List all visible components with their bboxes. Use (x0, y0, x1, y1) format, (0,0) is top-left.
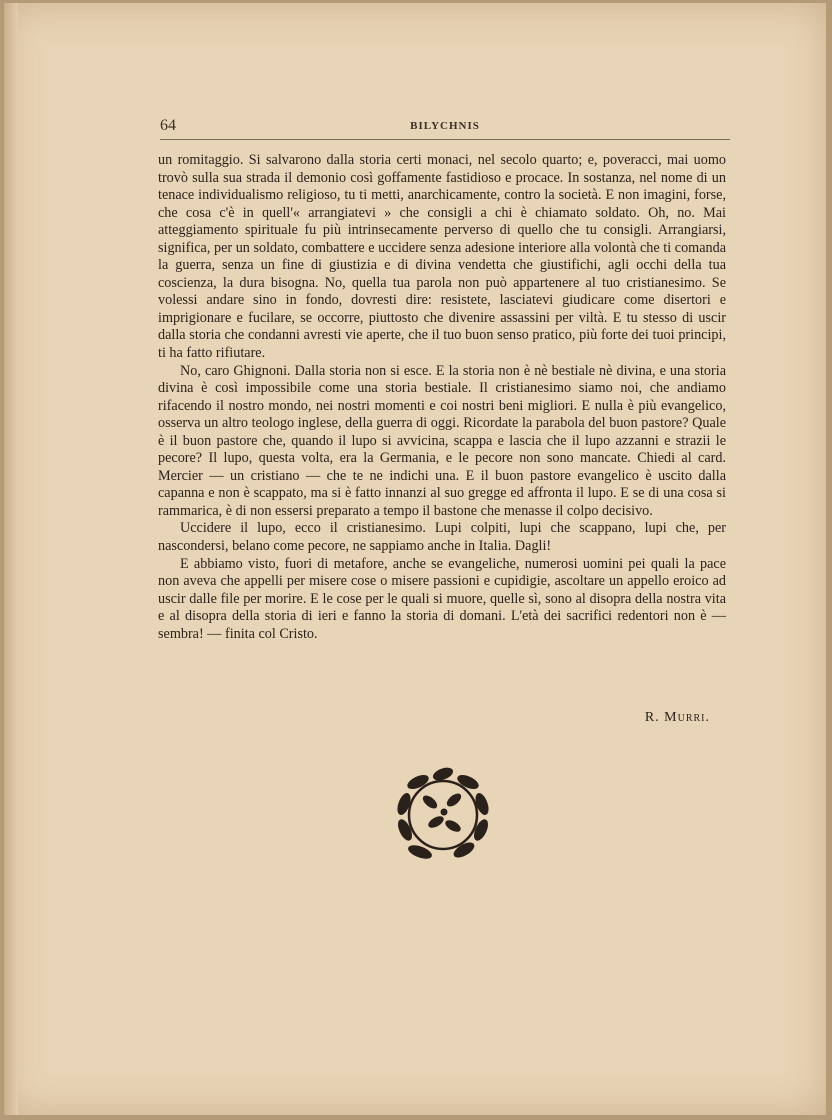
page-number: 64 (160, 117, 176, 134)
laurel-wreath-icon (378, 760, 508, 870)
article-body (158, 152, 726, 643)
author-signature: R. Murri. (644, 710, 710, 725)
paragraph-4: E abbiamo visto, fuori di metafore, anche se evangeliche, numerosi uomini pei quali la pace non aveva che appelli per misere cose o misere passioni e cupidigie, ascoltare un appello eroico ad uscir dalle file per morire. E le cose per le quali si muore, quelle sì, sono al disopra della nostra vita e al disopra della storia di ieri e fanno la storia di domani. L'età dei sacrifici redentori non è — sembra! — finita col Cristo. (158, 555, 726, 642)
paragraph-2: No, caro Ghignoni. Dalla storia non si esce. E la storia non è nè bestiale nè divina, e una storia divina è così impossibile come una storia bestiale. Il cristianesimo siamo noi, che andiamo rifacendo il nostro mondo, nei nostri momenti e coi nostri beni migliori. E nulla è più evangelico, osserva un altro teologo inglese, della guerra di oggi. Ricordate la parabola del buon pastore? Quale è il buon pastore che, quando il lupo si avvicina, scappa e lascia che il lupo azzanni e strazii le pecore? Il lupo, questa volta, era la Germania, e le pecore non sono mancate. Chiedi al card. Mercier — un cristiano — che te ne indichi una. E il buon pastore evangelico è uscito dalla capanna e non è scappato, ma si è fatto innanzi al suo gregge ed affronta il lupo. E se di una cosa si rammarica, è di non essersi preparato a tempo il bastone che menasse il colpo decisivo. (158, 362, 726, 519)
paragraph-1: un romitaggio. Si salvarono dalla storia certi monaci, nel secolo quarto; e, poveracci, mai uomo trovò sulla sua strada il demonio così goffamente fastidioso e procace. In sostanza, nel nome di un tenace individualismo religioso, tu ti metti, anarchicamente, contro la società. E non imagini, forse, che cosa c'è in quell'« arrangiatevi » che consigli a chi è chiamato soldato. Oh, no. Mai atteggiamento spirituale fu più intrinsecamente perverso di quello che tu consigli. Arrangiarsi, significa, per un soldato, combattere e uccidere senza adesione interiore alla volontà che ti comanda la guerra, senza un fine di giustizia e di divina vendetta che giustifichi, agli occhi della tua coscienza, la dura bisogna. No, quella tua parola non può appartenere al tuo cristianesimo. Se volessi andare sino in fondo, dovresti dire: resistete, lasciatevi giudicare come disertori e imprigionare e fucilare, se occorre, piuttosto che divenire assassini per viltà. E tu stesso di uscir dalla storia che condanni avresti vie aperte, che il tuo buon senso pratico, più forte dei tuoi principi, ti ha fatto rifiutare. (158, 152, 726, 362)
running-title: BILYCHNIS (410, 120, 480, 132)
paragraph-3: Uccidere il lupo, ecco il cristianesimo. Lupi colpiti, lupi che scappano, lupi che, per nascondersi, belano come pecore, ne sappiamo anche in Italia. Dagli! (158, 520, 726, 555)
page-spine-shadow (4, 3, 18, 1115)
running-header (160, 117, 730, 140)
